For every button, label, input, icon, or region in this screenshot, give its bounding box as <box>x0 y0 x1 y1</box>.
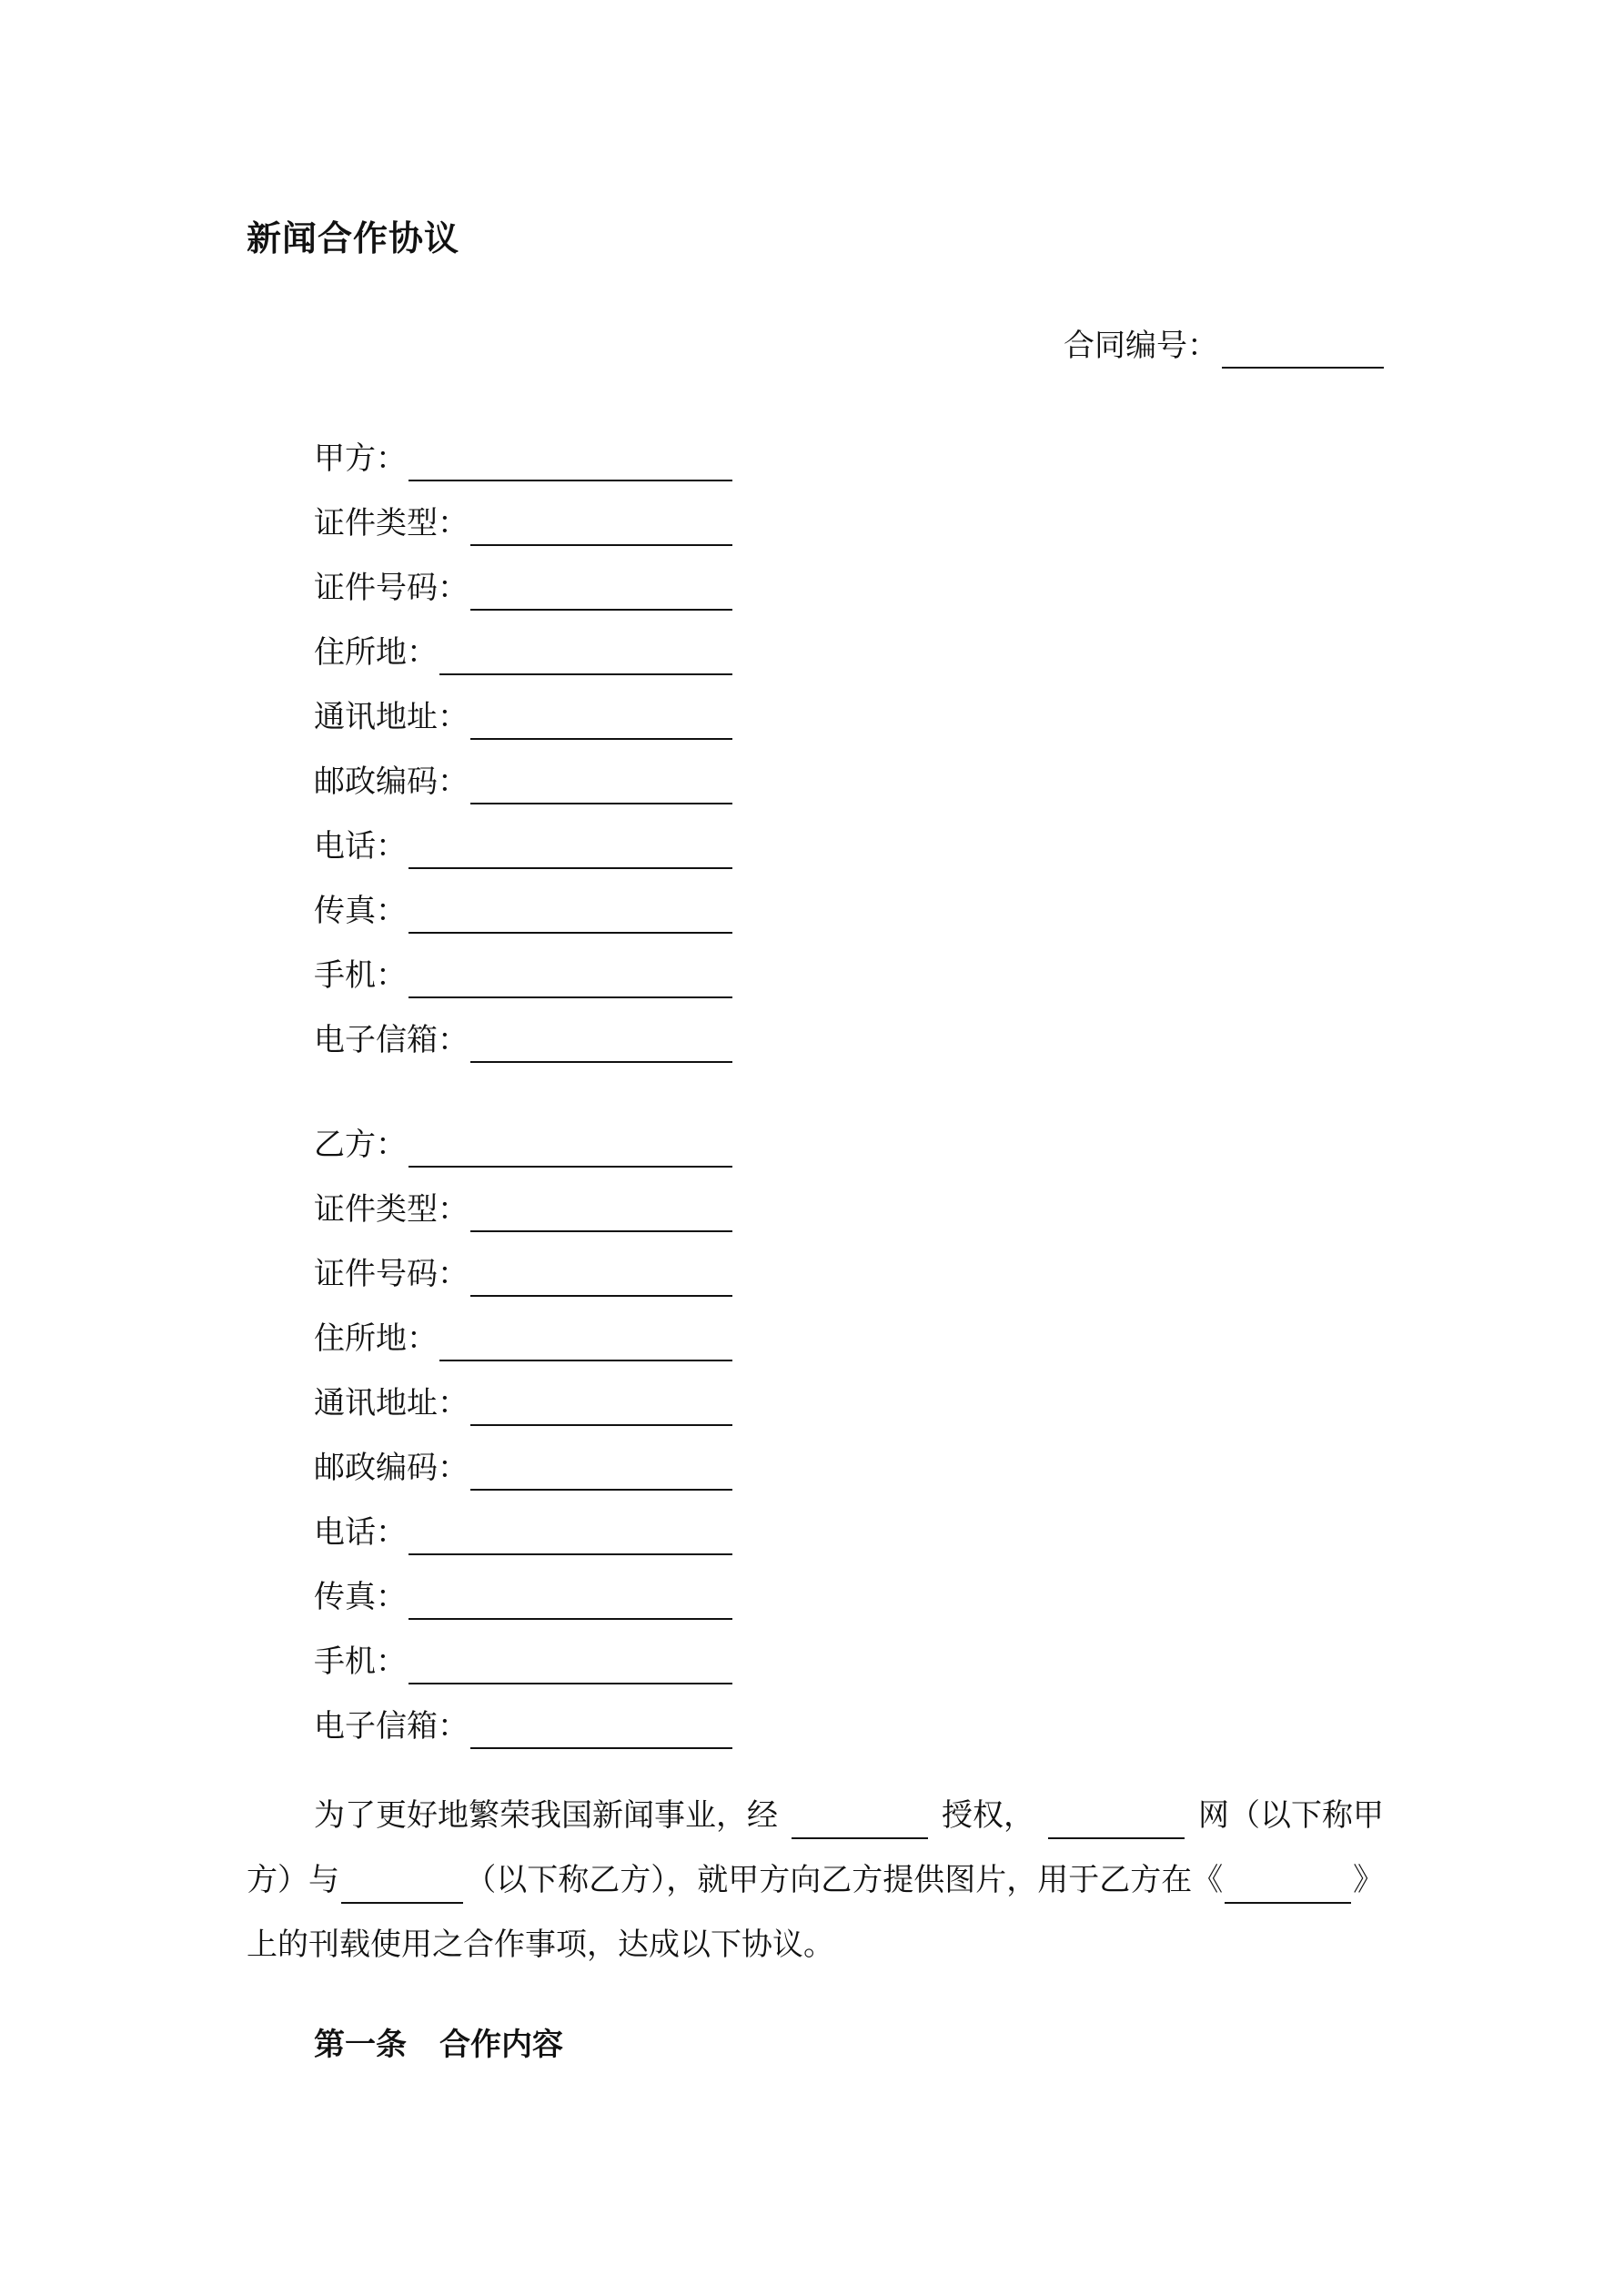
party-b-mobile-row <box>314 1620 732 1684</box>
party-a-block <box>314 417 732 1063</box>
preamble-text-2b: （以下称乙方），就甲方向乙方提供图片，用于乙方在《 <box>465 1862 1224 1898</box>
party-b-id-number-row <box>314 1232 732 1297</box>
party-b-phone-row <box>314 1491 732 1555</box>
party-a-mailing-address-label: 通讯地址： <box>314 699 469 735</box>
party-a-name-blank[interactable] <box>409 445 732 481</box>
preamble-text-3: 上的刊载使用之合作事项，达成以下协议。 <box>247 1927 834 1963</box>
contract-number-label: 合同编号： <box>1064 328 1218 364</box>
party-b-phone-blank[interactable] <box>409 1519 732 1555</box>
party-a-fax-label: 传真： <box>314 893 407 929</box>
party-b-mailing-address-row <box>314 1361 732 1426</box>
authorizer-blank[interactable] <box>792 1801 928 1839</box>
party-a-id-number-row <box>314 546 732 611</box>
preamble-line-3 <box>247 1913 1384 1977</box>
party-a-mailing-address-row <box>314 675 732 740</box>
party-a-email-blank[interactable] <box>470 1027 732 1063</box>
preamble-paragraph <box>247 1784 1384 1977</box>
party-b-email-blank[interactable] <box>470 1713 732 1749</box>
party-b-mobile-blank[interactable] <box>409 1648 732 1684</box>
party-b-postal-code-label: 邮政编码： <box>314 1450 469 1486</box>
preamble-text-2c: 》 <box>1353 1862 1384 1898</box>
party-b-id-number-blank[interactable] <box>470 1260 732 1297</box>
party-a-id-number-blank[interactable] <box>470 574 732 611</box>
article-1-number: 第一条 <box>314 2027 407 2063</box>
preamble-text-1a: 为了更好地繁荣我国新闻事业，经 <box>314 1797 778 1834</box>
party-b-block <box>314 1103 732 1749</box>
party-a-phone-row <box>314 804 732 869</box>
party-a-mobile-label: 手机： <box>314 957 407 994</box>
party-b-id-number-label: 证件号码： <box>314 1256 469 1292</box>
party-b-short-name-blank[interactable] <box>341 1866 463 1904</box>
contract-number-blank[interactable] <box>1222 332 1384 369</box>
party-a-postal-code-row <box>314 740 732 804</box>
party-a-phone-blank[interactable] <box>409 833 732 869</box>
party-b-name-label: 乙方： <box>314 1127 407 1163</box>
preamble-line-1 <box>247 1784 1384 1848</box>
party-b-mailing-address-label: 通讯地址： <box>314 1385 469 1421</box>
party-b-email-row <box>314 1684 732 1749</box>
party-a-email-row <box>314 998 732 1063</box>
party-a-mobile-row <box>314 934 732 998</box>
party-a-postal-code-label: 邮政编码： <box>314 764 469 800</box>
party-a-domicile-row <box>314 611 732 675</box>
party-b-phone-label: 电话： <box>314 1514 407 1551</box>
party-a-postal-code-blank[interactable] <box>470 768 732 804</box>
party-b-id-type-label: 证件类型： <box>314 1191 469 1228</box>
article-1-title: 合作内容 <box>439 2027 563 2063</box>
party-a-email-label: 电子信箱： <box>314 1022 469 1058</box>
party-a-mailing-address-blank[interactable] <box>470 703 732 740</box>
party-b-domicile-blank[interactable] <box>439 1325 732 1361</box>
website-name-blank[interactable] <box>1048 1801 1185 1839</box>
party-b-postal-code-row <box>314 1426 732 1491</box>
party-a-fax-blank[interactable] <box>409 897 732 934</box>
article-1-heading <box>314 2022 563 2068</box>
publication-name-blank[interactable] <box>1225 1866 1351 1904</box>
party-a-name-row <box>314 417 732 481</box>
party-a-phone-label: 电话： <box>314 828 407 865</box>
contract-number-row <box>1064 323 1384 369</box>
preamble-text-1b: 授权， <box>942 1797 1034 1834</box>
party-b-name-blank[interactable] <box>409 1131 732 1168</box>
preamble-text-1c: 网（以下称甲 <box>1198 1797 1384 1834</box>
party-b-fax-row <box>314 1555 732 1620</box>
party-a-domicile-blank[interactable] <box>439 639 732 675</box>
party-b-mailing-address-blank[interactable] <box>470 1390 732 1426</box>
party-a-name-label: 甲方： <box>314 440 407 477</box>
party-b-email-label: 电子信箱： <box>314 1708 469 1745</box>
party-a-id-type-label: 证件类型： <box>314 505 469 541</box>
party-a-domicile-label: 住所地： <box>314 634 438 671</box>
party-a-id-type-blank[interactable] <box>470 510 732 546</box>
preamble-text-2a: 方）与 <box>247 1862 339 1898</box>
party-a-fax-row <box>314 869 732 934</box>
party-b-id-type-blank[interactable] <box>470 1196 732 1232</box>
party-b-postal-code-blank[interactable] <box>470 1454 732 1491</box>
preamble-line-2 <box>247 1848 1384 1913</box>
party-b-domicile-row <box>314 1297 732 1361</box>
party-b-fax-blank[interactable] <box>409 1583 732 1620</box>
party-b-mobile-label: 手机： <box>314 1644 407 1680</box>
party-a-id-type-row <box>314 481 732 546</box>
party-b-fax-label: 传真： <box>314 1579 407 1615</box>
party-a-mobile-blank[interactable] <box>409 962 732 998</box>
party-b-id-type-row <box>314 1168 732 1232</box>
party-b-domicile-label: 住所地： <box>314 1320 438 1357</box>
party-b-name-row <box>314 1103 732 1168</box>
party-a-id-number-label: 证件号码： <box>314 570 469 606</box>
document-title: 新闻合作协议 <box>247 217 460 258</box>
